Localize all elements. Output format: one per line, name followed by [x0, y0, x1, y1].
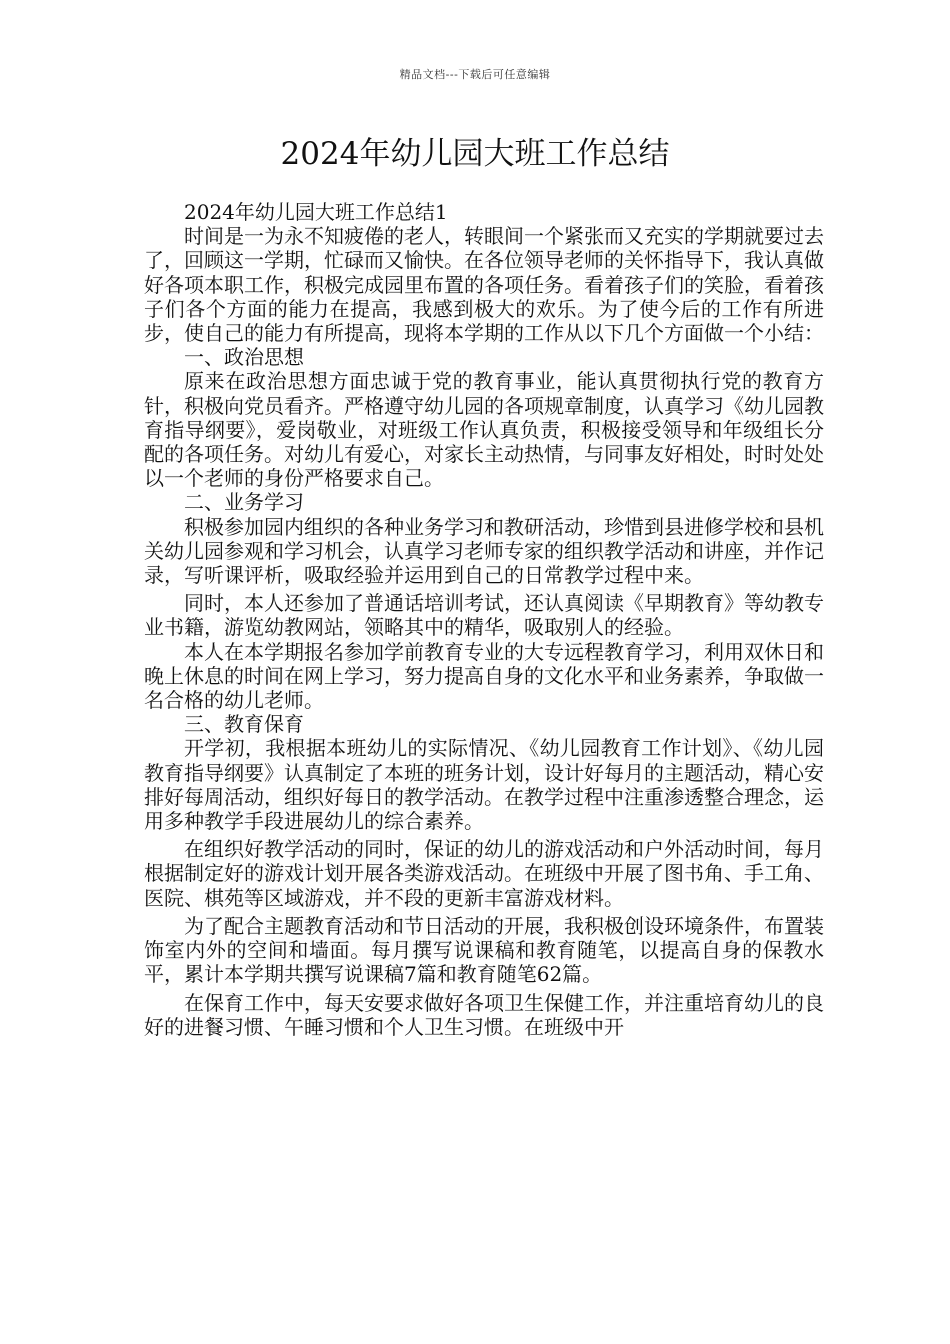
education-paragraph-1: 开学初，我根据本班幼儿的实际情况、《幼儿园教育工作计划》、《幼儿园教育指导纲要》认真制定了本班的班务计划，设计好每月的主题活动，精心安排好每周活动，组织好每日的教学活动。在教学过程中注重渗透整合理念，运用多种教学手段进展幼儿的综合素养。 — [144, 736, 824, 834]
education-paragraph-4: 在保育工作中，每天安要求做好各项卫生保健工作，并注重培育幼儿的良好的进餐习惯、午睡习惯和个人卫生习惯。在班级中开 — [144, 990, 824, 1039]
section-heading-education: 三、教育保育 — [184, 712, 304, 737]
subtitle-paragraph: 2024年幼儿园大班工作总结1 — [184, 200, 448, 224]
study-paragraph-1: 积极参加园内组织的各种业务学习和教研活动，珍惜到县进修学校和县机关幼儿园参观和学习机会，认真学习老师专家的组织教学活动和讲座，并作记录，写听课评析，吸取经验并运用到自己的日常教学过程中来。 — [144, 514, 824, 588]
section-heading-study: 二、业务学习 — [184, 490, 304, 515]
education-paragraph-2: 在组织好教学活动的同时，保证的幼儿的游戏活动和户外活动时间，每月根据制定好的游戏计划开展各类游戏活动。在班级中开展了图书角、手工角、医院、棋苑等区域游戏，并不段的更新丰富游戏材料。 — [144, 837, 824, 910]
politics-paragraph: 原来在政治思想方面忠诚于党的教育事业，能认真贯彻执行党的教育方针，积极向党员看齐。严格遵守幼儿园的各项规章制度，认真学习《幼儿园教育指导纲要》，爱岗敬业，对班级工作认真负责，积极接受领导和年级组长分配的各项任务。对幼儿有爱心，对家长主动热情，与同事友好相处，时时处处以一个老师的身份严格要求自己。 — [144, 369, 824, 491]
section-heading-politics: 一、政治思想 — [184, 345, 304, 370]
header-note: 精品文档---下载后可任意编辑 — [399, 68, 551, 81]
study-paragraph-2: 同时，本人还参加了普通话培训考试，还认真阅读《早期教育》等幼教专业书籍，游览幼教网站，领略其中的精华，吸取别人的经验。 — [144, 591, 824, 640]
study-paragraph-3: 本人在本学期报名参加学前教育专业的大专远程教育学习，利用双休日和晚上休息的时间在网上学习，努力提高自身的文化水平和业务素养，争取做一名合格的幼儿老师。 — [144, 639, 824, 713]
education-paragraph-3: 为了配合主题教育活动和节日活动的开展，我积极创设环境条件，布置装饰室内外的空间和墙面。每月撰写说课稿和教育随笔，以提高自身的保教水平，累计本学期共撰写说课稿7篇和教育随笔62篇。 — [144, 913, 824, 987]
document-body — [144, 200, 824, 1039]
document-title: 2024年幼儿园大班工作总结 — [280, 136, 670, 172]
intro-paragraph: 时间是一为永不知疲倦的老人，转眼间一个紧张而又充实的学期就要过去了，回顾这一学期，忙碌而又愉快。在各位领导老师的关怀指导下，我认真做好各项本职工作，积极完成园里布置的各项任务。看着孩子们的笑脸，看着孩子们各个方面的能力在提高，我感到极大的欢乐。为了使今后的工作有所进步，使自己的能力有所提高，现将本学期的工作从以下几个方面做一个小结： — [144, 224, 824, 346]
